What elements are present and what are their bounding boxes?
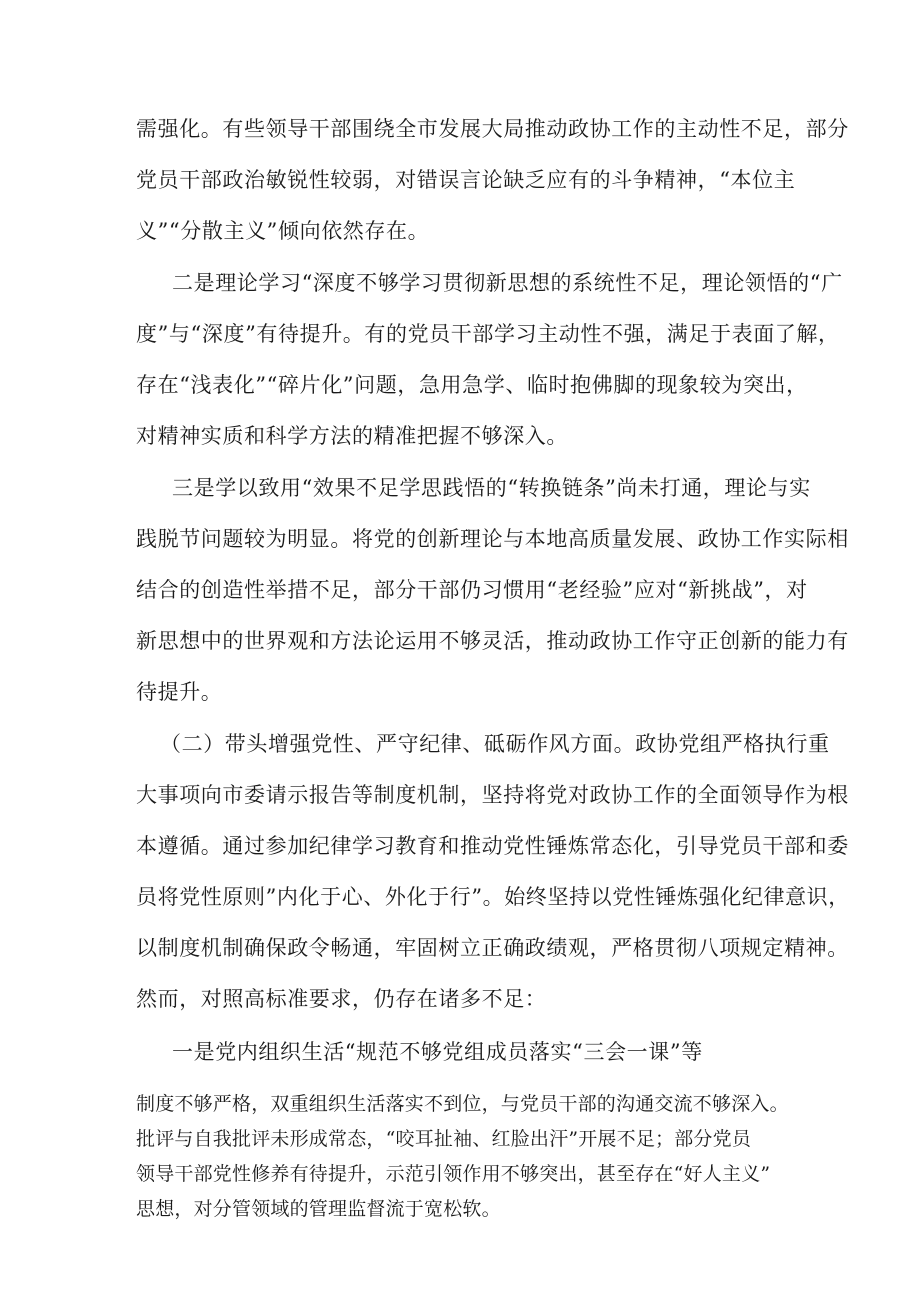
text-line: 一是党内组织生活“规范不够党组成员落实“三会一课”等 bbox=[172, 1040, 703, 1064]
text-line: 批评与自我批评未形成常态，“咬耳扯袖、红脸出汗”开展不足；部分党员 bbox=[136, 1128, 752, 1150]
text-line: 新思想中的世界观和方法论运用不够灵活，推动政协工作守正创新的能力有 bbox=[136, 629, 849, 653]
text-line: 三是学以致用“效果不足学思践悟的“转换链条”尚未打通，理论与实 bbox=[172, 476, 811, 500]
text-line: （二）带头增强党性、严守纪律、砥砺作风方面。政协党组严格执行重 bbox=[160, 732, 830, 756]
text-line: 大事项向市委请示报告等制度机制，坚持将党对政协工作的全面领导作为根 bbox=[136, 783, 849, 807]
text-line: 待提升。 bbox=[136, 680, 223, 704]
text-line: 存在“浅表化”“碎片化”问题，急用急学、临时抱佛脚的现象较为突出， bbox=[136, 373, 808, 397]
text-line: 度”与“深度”有待提升。有的党员干部学习主动性不强，满足于表面了解， bbox=[136, 322, 840, 346]
text-line: 员将党性原则”内化于心、外化于行”。始终坚持以党性锤炼强化纪律意识， bbox=[136, 885, 850, 909]
text-line: 对精神实质和科学方法的精准把握不够深入。 bbox=[136, 424, 568, 448]
text-line: 以制度机制确保政令畅通，牢固树立正确政绩观，严格贯彻八项规定精神。 bbox=[136, 936, 849, 960]
text-line: 结合的创造性举措不足，部分干部仍习惯用“老经验”应对“新挑战”，对 bbox=[136, 578, 808, 602]
text-line: 领导干部党性修养有待提升，示范引领作用不够突出，甚至存在“好人主义” bbox=[136, 1163, 771, 1185]
text-line: 义”“分散主义”倾向依然存在。 bbox=[136, 219, 430, 243]
text-line: 制度不够严格，双重组织生活落实不到位，与党员干部的沟通交流不够深入。 bbox=[136, 1093, 789, 1115]
text-line: 党员干部政治敏锐性较弱，对错误言论缺乏应有的斗争精神，“本位主 bbox=[136, 168, 796, 192]
text-line: 思想，对分管领域的管理监督流于宽松软。 bbox=[136, 1198, 501, 1220]
text-line: 二是理论学习“深度不够学习贯彻新思想的系统性不足，理论领悟的“广 bbox=[172, 271, 843, 295]
text-line: 本遵循。通过参加纪律学习教育和推动党性锤炼常态化，引导党员干部和委 bbox=[136, 834, 849, 858]
text-line: 需强化。有些领导干部围绕全市发展大局推动政协工作的主动性不足，部分 bbox=[136, 117, 849, 141]
text-line: 然而，对照高标准要求，仍存在诸多不足： bbox=[136, 987, 547, 1011]
text-line: 践脱节问题较为明显。将党的创新理论与本地高质量发展、政协工作实际相 bbox=[136, 527, 849, 551]
